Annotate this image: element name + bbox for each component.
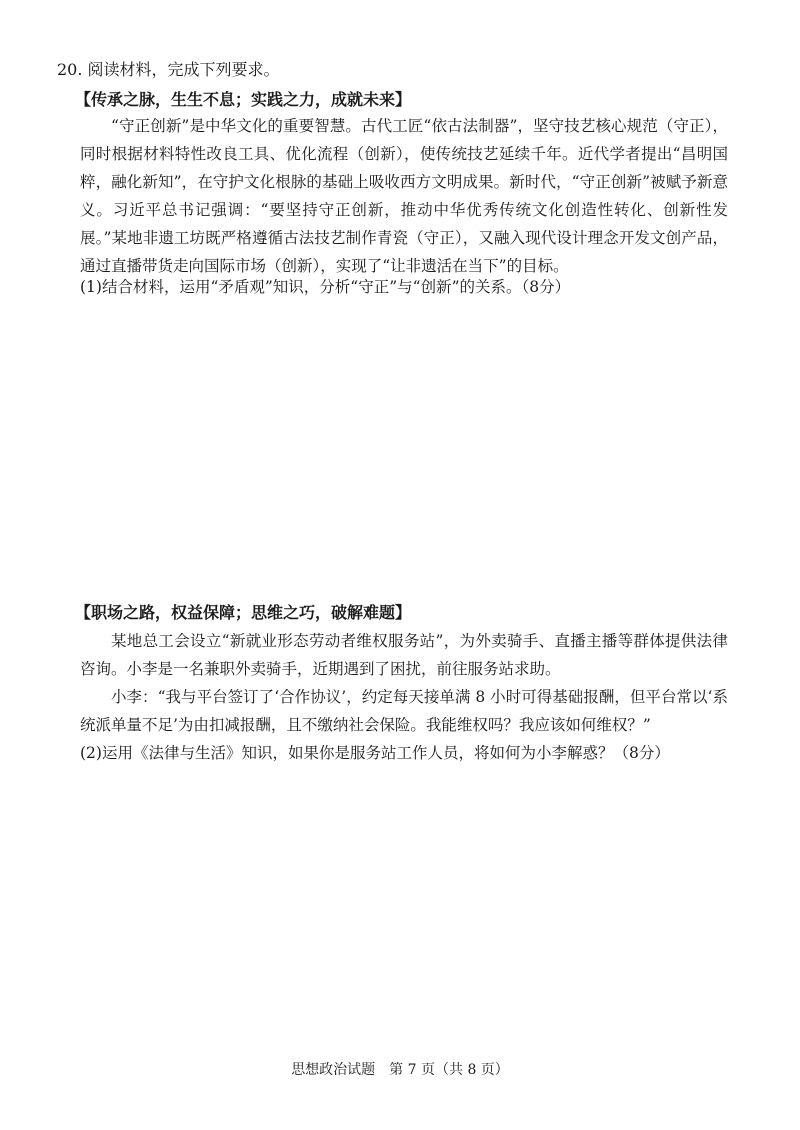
section1-heading: 【传承之脉，生生不息；实践之力，成就未来】 — [75, 90, 412, 109]
section1-question: (1)结合材料，运用“矛盾观”知识，分析“守正”与“创新”的关系。（8分） — [80, 278, 571, 296]
section2-question: (2)运用《法律与生活》知识，如果你是服务站工作人员，将如何为小李解惑？（8分） — [80, 744, 670, 762]
answer-space-2 — [80, 770, 728, 1050]
section2-heading: 【职场之路，权益保障；思维之巧，破解难题】 — [75, 603, 412, 622]
section1-material-paragraph: “守正创新”是中华文化的重要智慧。古代工匠“依古法制器”，坚守技艺核心规范（守正），同时根据材料特性改良工具、优化流程（创新），使传统技艺延续千年。近代学者提出“昌明国粹，融化新知”，在守护文化根脉的基础上吸收西方文明成果。新时代，“守正创新”被赋予新意义。习近平总书记强调：“要坚持守正创新，推动中华优秀传统文化创造性转化、创新性发展。”某地非遗工坊既严格遵循古法技艺制作青瓷（守正），又融入现代设计理念开发文创产品，通过直播带货走向国际市场（创新），实现了“让非遗活在当下”的目标。 — [80, 117, 728, 275]
section2-dialogue-paragraph: 小李：“我与平台签订了‘合作协议’，约定每天接单满 8 小时可得基础报酬，但平台常以‘系统派单量不足’为由扣减报酬，且不缴纳社会保险。我能维权吗？我应该如何维权？” — [80, 688, 728, 734]
answer-space-1 — [80, 305, 728, 595]
page-footer: 思想政治试题 第 7 页（共 8 页） — [291, 1062, 509, 1078]
question-title: 20. 阅读材料，完成下列要求。 — [57, 60, 280, 79]
section2-material-paragraph: 某地总工会设立“新就业形态劳动者维权服务站”，为外卖骑手、直播主播等群体提供法律咨询。小李是一名兼职外卖骑手，近期遇到了困扰，前往服务站求助。 — [80, 632, 728, 678]
